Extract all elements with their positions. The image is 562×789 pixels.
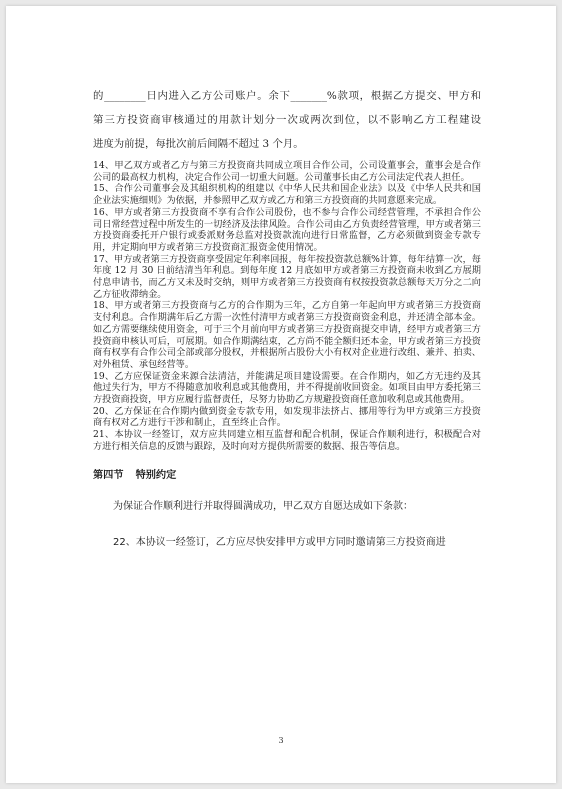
body-line: 进度为前提，每批次前后间隔不超过 3 个月。 <box>93 138 304 150</box>
clause-20: 20、乙方保证在合作期内做到资金专款专用，如发现非法挤占、挪用等行为甲方或第三方投资商有权对乙方进行干涉和制止，直至终止合作。 <box>93 405 481 429</box>
page-number: 3 <box>278 736 284 745</box>
page-content <box>93 90 481 549</box>
section-intro: 为保证合作顺利进行并取得圆满成功，甲乙双方自愿达成如下条款： <box>113 500 413 512</box>
body-line: 第三方投资商审核通过的用款计划分一次或两次到位，以不影响乙方工程建设 <box>93 114 481 126</box>
clause-17: 17、甲方或者第三方投资商享受固定年利率回报，每年按投资款总额%计算，每年结算一次，每年度 12 月 30 日前结清当年利息。到每年度 12 月底如甲方或者第三方投资商未收到乙方展期付息申请书，而乙方又未及时交纳，则甲方或者第三方投资商有权按投资款总额每天万分之二向乙方征收滞纳金。 <box>93 253 481 300</box>
clause-21: 21、本协议一经签订，双方应共同建立相互监督和配合机制，保证合作顺利进行，积极配合对方进行相关信息的反馈与跟踪，及时向对方提供所需要的数据、报告等信息。 <box>93 429 481 452</box>
clause-15: 15、合作公司董事会及其組织机构的组建以《中华人民共和国企业法》以及《中华人民共和国企业法实施细则》为依据，并参照甲乙双方或乙方和第三方投资商的共同意愿来完成。 <box>93 183 481 207</box>
clause-14: 14、甲乙双方或者乙方与第三方投资商共同成立项目合作公司，公司设董事会，董事会是合作公司的最高权力机构，决定合作公司一切重大问题。公司董事长由乙方公司法定代表人担任。 <box>93 160 481 183</box>
body-line: 的________日内进入乙方公司账户。余下_______%款项，根据乙方提交、甲方和 <box>93 90 481 102</box>
clause-19: 19、乙方应保证资金来源合法清洁，并能满足项目建设需要。在合作期内，如乙方无违约及其他过失行为，甲方不得随意加收利息或其他费用，并不得提前收回资金。如项目由甲方委托第三方投资商投资，甲方应履行监督责任，尽努力协助乙方规避投资商任意加收利息或其他费用。 <box>93 370 481 406</box>
document-page <box>6 6 556 783</box>
section-heading <box>93 469 481 482</box>
section-title: 特别约定 <box>135 469 177 481</box>
clause-22: 22、本协议一经签订，乙方应尽快安排甲方或甲方同时邀请第三方投资商进 <box>113 536 446 548</box>
clause-16: 16、甲方或者第三方投资商不享有合作公司股份，也不参与合作公司经营管理，不承担合作公司日常经营过程中所发生的一切经济及法律风险。合作公司由乙方负责经营管理，甲方或者第三方投资商委托开户银行或委派财务总监对投资款流向进行日常监督，乙方必须做到资金专款专用，并定期向甲方或者第三方投资商汇报资金使用情况。 <box>93 206 481 253</box>
clause-18: 18、甲方或者第三方投资商与乙方的合作期为三年，乙方自第一年起向甲方或者第三方投资商支付利息。合作期满年后乙方需一次性付清甲方或者第三方投资商资金利息，并还清全部本金。如乙方需要继续使用资金，可于三个月前向甲方或者第三方投资商提交申请，经甲方或者第三方投资商申核认可后，可展期。如合作期满结束，乙方尚不能全额归还本金，甲方或者第三方投资商有权享有合作公司全部或部分股权，并根据所占股份大小有权对企业进行改组、兼并、拍卖、对外租赁、承包经营等。 <box>93 300 481 370</box>
section-number: 第四节 <box>93 469 124 481</box>
